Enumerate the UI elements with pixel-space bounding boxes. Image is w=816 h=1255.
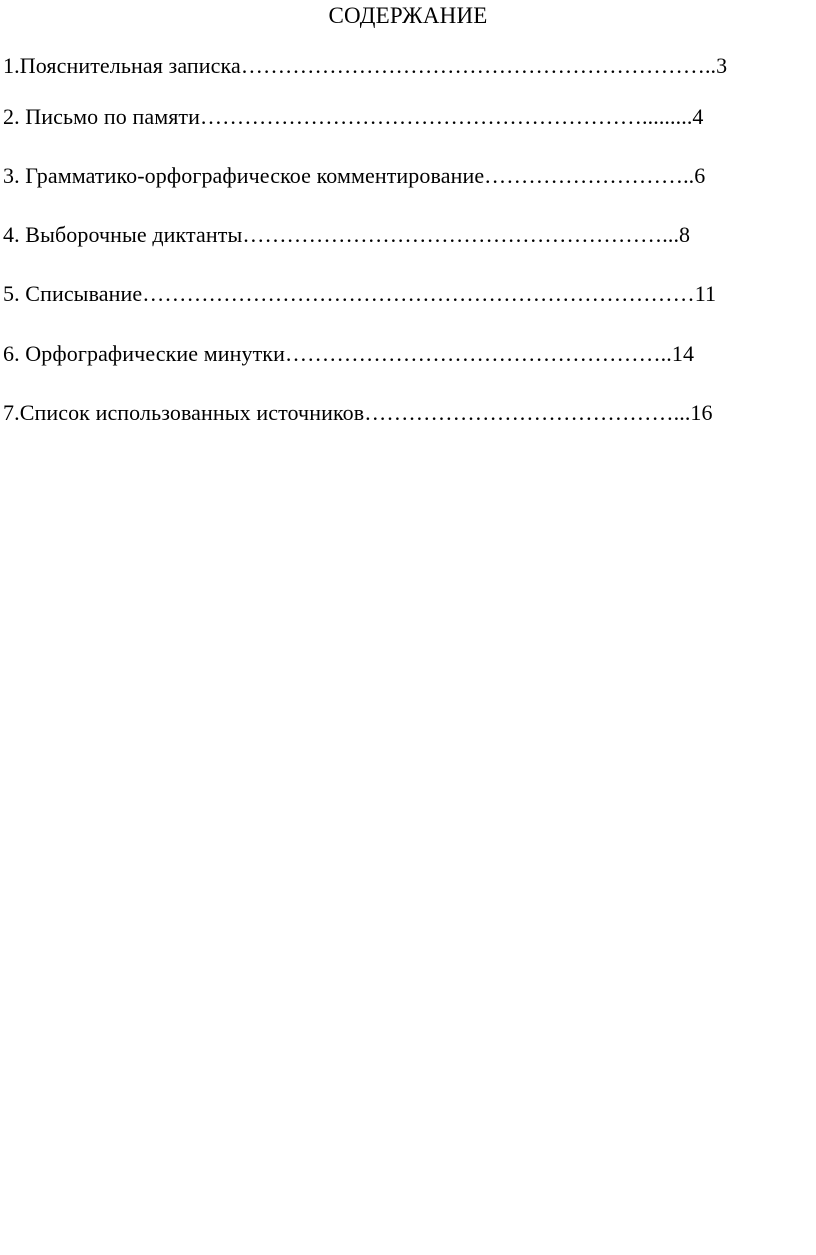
toc-entry-memory-writing: 2. Письмо по памяти…………………………………………………….........4 (3, 104, 704, 129)
toc-entry-grammar-commentary: 3. Грамматико-орфографическое комментирование………………………..6 (3, 163, 706, 188)
toc-entry-spelling-minutes: 6. Орфографические минутки……………………………………………..14 (3, 341, 695, 366)
toc-entry-selective-dictations: 4. Выборочные диктанты…………………………………………………...8 (3, 222, 691, 247)
toc-entry-copying: 5. Списывание…………………………………………………………………11 (3, 281, 717, 306)
toc-entry-references: 7.Список использованных источников……………………………………...16 (3, 400, 713, 425)
toc-entry-explanatory-note: 1.Пояснительная записка………………………………………………………..3 (3, 53, 728, 78)
page-title: СОДЕРЖАНИЕ (328, 3, 488, 28)
